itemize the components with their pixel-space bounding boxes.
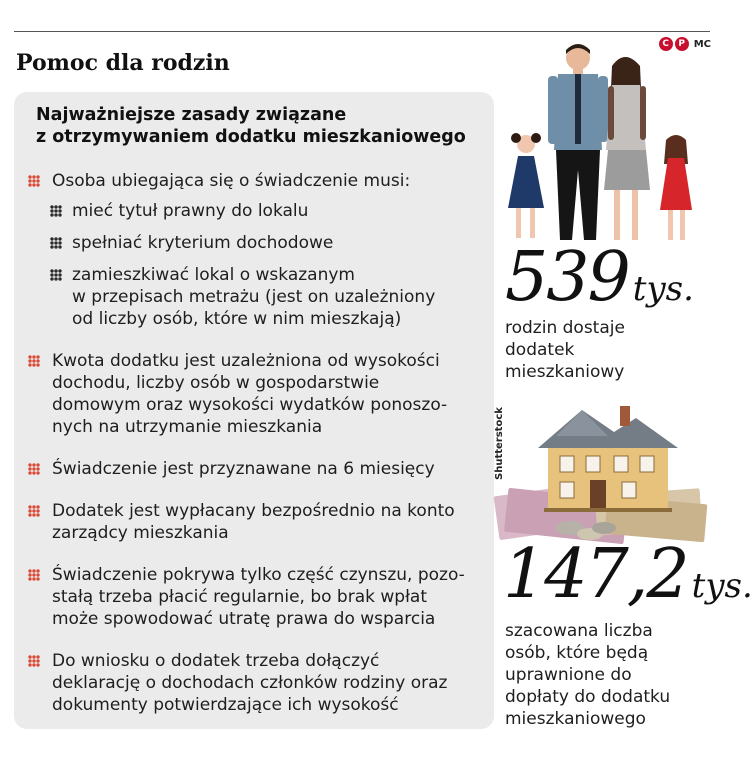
- panel-title: Najważniejsze zasady związane z otrzymywaniem dodatku mieszkaniowego: [36, 105, 466, 147]
- stat1-number-row: [505, 238, 694, 317]
- sub-rule-item: mieć tytuł prawny do lokalu: [72, 200, 308, 222]
- headline: Pomoc dla rodzin: [16, 50, 230, 76]
- stat2-description: szacowana liczba osób, które będą uprawnione do dopłaty do dodatku mieszkaniowego: [505, 621, 671, 729]
- bullet-dots-icon: [28, 569, 40, 581]
- sub-bullet-dots-icon: [50, 205, 62, 217]
- rule-item: Dodatek jest wypłacany bezpośrednio na konto zarządcy mieszkania: [52, 500, 455, 544]
- stat1-unit: tys.: [632, 269, 694, 309]
- sub-bullet-dots-icon: [50, 269, 62, 281]
- stat2-number-row: [503, 535, 753, 614]
- stat1-number: 539: [505, 238, 629, 317]
- photo-credit: Shutterstock: [494, 407, 505, 481]
- copyright-badge-p: P: [675, 37, 689, 51]
- sub-rule-item: spełniać kryterium dochodowe: [72, 232, 333, 254]
- rule-item: Osoba ubiegająca się o świadczenie musi:: [52, 170, 410, 192]
- rule-item: Kwota dodatku jest uzależniona od wysokości dochodu, liczby osób w gospodarstwie domowym oraz wysokości wydatków ponoszo- nych na utrzymanie mieszkania: [52, 350, 447, 438]
- bullet-dots-icon: [28, 175, 40, 187]
- bullet-dots-icon: [28, 655, 40, 667]
- top-rule: [14, 31, 710, 32]
- rule-item: Do wniosku o dodatek trzeba dołączyć deklarację o dochodach członków rodziny oraz dokumenty potwierdzające ich wysokość: [52, 650, 447, 716]
- sub-rule-item: zamieszkiwać lokal o wskazanym w przepisach metrażu (jest on uzależniony od liczby osób, które w nim mieszkają): [72, 264, 435, 330]
- bullet-dots-icon: [28, 355, 40, 367]
- sub-bullet-dots-icon: [50, 237, 62, 249]
- bullet-dots-icon: [28, 463, 40, 475]
- family-illustration-icon: [500, 40, 705, 245]
- rules-panel: [14, 92, 494, 729]
- copyright-badge-c: C: [659, 37, 673, 51]
- stat1-description: rodzin dostaje dodatek mieszkaniowy: [505, 318, 625, 382]
- house-and-money-icon: [486, 396, 711, 546]
- bullet-dots-icon: [28, 505, 40, 517]
- stat2-number: 147,2: [503, 535, 688, 614]
- stat2-unit: tys.: [691, 566, 753, 606]
- author-initials: MC: [693, 38, 711, 50]
- rule-item: Świadczenie jest przyznawane na 6 miesięcy: [52, 458, 435, 480]
- rule-item: Świadczenie pokrywa tylko część czynszu, pozo- stałą trzeba płacić regularnie, bo brak wpłat może spowodować utratę prawa do wsparcia: [52, 564, 465, 630]
